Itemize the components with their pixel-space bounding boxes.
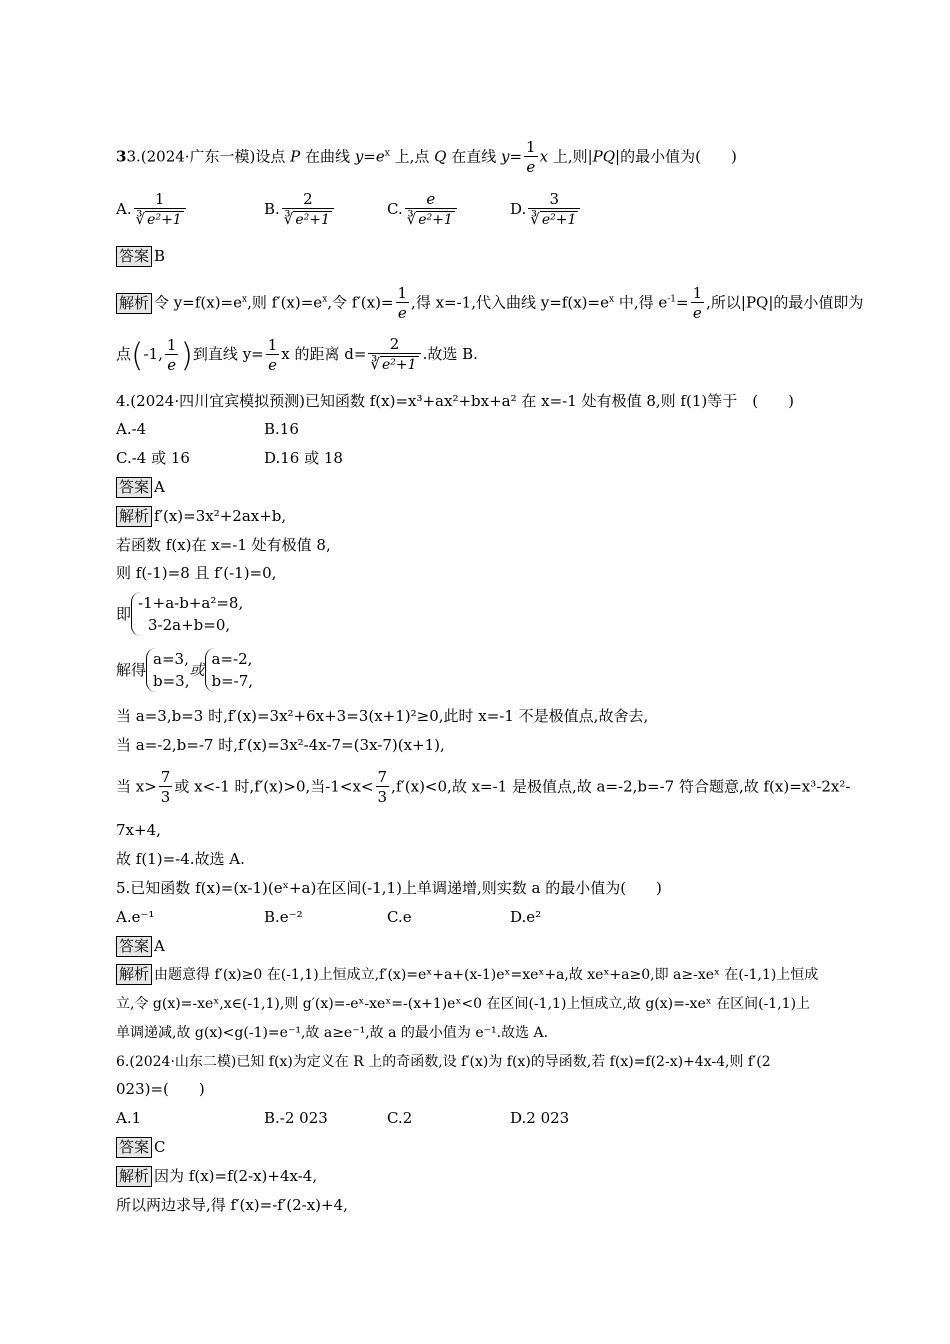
analysis-tag: 解析 xyxy=(116,964,152,985)
frac-num: 1 xyxy=(526,138,536,156)
brace-system xyxy=(131,592,243,636)
q4-option-c: C.-4 或 16 xyxy=(116,449,190,467)
q3-frac-1-e xyxy=(524,138,538,177)
q4-l6b: 或 x<-1 时,f′(x)>0,当-1<x< xyxy=(174,777,374,796)
q4-analysis-line6 xyxy=(116,768,850,807)
q3-b5: .故选 B. xyxy=(422,345,478,363)
frac-num: 3 xyxy=(549,190,560,208)
frac-num: 7 xyxy=(160,768,171,786)
frac-den: e xyxy=(266,354,280,375)
q3-b3: 到直线 y= xyxy=(192,345,264,363)
q3-frac xyxy=(691,284,705,323)
q4-system-1 xyxy=(116,592,243,636)
q3-stem-f: |的最小值为( ) xyxy=(615,147,737,166)
q3-stem-b: 在曲线 xyxy=(300,147,355,166)
q6-option-a: A.1 xyxy=(116,1109,142,1127)
q4-system-2 xyxy=(116,648,253,692)
cube-root: ∛ e²+1 xyxy=(283,210,330,228)
frac-num: e xyxy=(426,190,436,208)
q5-l1: 由题意得 f′(x)≥0 在(-1,1)上恒成立,f′(x)=eˣ+a+(x-1)eˣ=xeˣ+a,故 xeˣ+a≥0,即 a≥-xeˣ 在(-1,1)上恒成 xyxy=(154,967,819,983)
q4-analysis-line3: 则 f(-1)=8 且 f′(-1)=0, xyxy=(116,564,277,582)
q3-line-y: y= xyxy=(500,147,523,166)
q4-l1: f′(x)=3x²+2ax+b, xyxy=(154,507,287,525)
q5-option-c: C.e xyxy=(387,908,412,926)
q3-a4: ,得 x=-1,代入曲线 y=f(x)=e xyxy=(411,293,609,312)
analysis-tag: 解析 xyxy=(116,506,152,527)
q3-b1: 点 xyxy=(116,345,132,363)
q6-stem-line1: 6.(2024·山东二模)已知 f(x)为定义在 R 上的奇函数,设 f′(x)为 f(x)的导函数,若 f(x)=f(2-x)+4x-4,则 f′(2 xyxy=(116,1054,771,1070)
frac-den xyxy=(134,208,186,230)
q3-curve: y=e xyxy=(354,147,385,166)
q3-a1: 令 y=f(x)=e xyxy=(154,293,242,312)
q6-analysis-line1 xyxy=(116,1165,317,1187)
brace-system xyxy=(146,648,189,692)
cube-root: ∛ e²+1 xyxy=(530,210,577,228)
q6-answer xyxy=(116,1136,166,1158)
frac-num: 1 xyxy=(267,335,278,354)
system-eq-1: -1+a-b+a²=8, xyxy=(138,594,244,612)
system-eq-2: b=-7, xyxy=(211,672,254,690)
cube-root: ∛ e²+1 xyxy=(406,210,453,228)
option-label: A. xyxy=(116,200,132,218)
frac-den: e xyxy=(691,302,705,323)
q6-option-d: D.2 023 xyxy=(510,1109,570,1127)
q4-analysis-line7: 7x+4, xyxy=(116,821,161,839)
q4-answer xyxy=(116,476,165,498)
exp: x xyxy=(608,294,615,305)
q3-point-q: Q xyxy=(434,147,447,166)
frac-den: e xyxy=(524,156,538,177)
answer-value: B xyxy=(154,247,166,265)
q3-stem-d: 在直线 xyxy=(446,147,501,166)
q3-analysis-line2 xyxy=(116,335,478,375)
q4-frac-7-3 xyxy=(376,768,390,807)
q3-option-b xyxy=(264,190,336,230)
option-fraction xyxy=(405,190,457,230)
radicand: e²+1 xyxy=(418,212,453,228)
q4-jiede: 解得 xyxy=(116,661,147,679)
q4-stem: 4.(2024·四川宜宾模拟预测)已知函数 f(x)=x³+ax²+bx+a² 在 x=-1 处有极值 8,则 f(1)等于 ( ) xyxy=(116,392,794,410)
exp: x xyxy=(322,294,328,305)
q4-ji: 即 xyxy=(116,605,132,623)
q6-stem-line2: 023)=( ) xyxy=(116,1080,205,1098)
q4-analysis-line1 xyxy=(116,505,286,527)
q5-analysis-line1 xyxy=(116,964,818,986)
q3-option-d xyxy=(510,190,582,230)
q5-analysis-line3: 单调递减,故 g(x)<g(-1)=e⁻¹,故 a≥e⁻¹,故 a 的最小值为 e⁻¹.故选 A. xyxy=(116,1025,549,1041)
brace-system xyxy=(205,648,254,692)
q3-frac xyxy=(165,336,179,375)
q5-answer xyxy=(116,935,165,957)
q3-analysis-line1 xyxy=(116,284,863,323)
frac-den xyxy=(282,208,334,230)
q3-b4: x 的距离 d= xyxy=(281,345,367,363)
radicand: e²+1 xyxy=(295,212,330,228)
q3-frac xyxy=(396,284,410,323)
right-paren: ) xyxy=(180,336,193,374)
cube-root: ∛ e²+1 xyxy=(370,355,417,373)
frac-num: 1 xyxy=(166,335,177,354)
q4-option-d: D.16 或 18 xyxy=(264,449,343,467)
analysis-tag: 解析 xyxy=(116,1166,152,1187)
q3-stem-a: 3.(2024·广东一模)设点 xyxy=(126,147,291,166)
q4-analysis-line5: 当 a=-2,b=-7 时,f′(x)=3x²-4x-7=(3x-7)(x+1), xyxy=(116,736,445,754)
option-fraction xyxy=(528,190,580,230)
q3-stem-e: 上,则| xyxy=(548,147,593,166)
q3-a6: = xyxy=(676,293,689,312)
q5-analysis-line2: 立,令 g(x)=-xeˣ,x∈(-1,1),则 g′(x)=-eˣ-xeˣ=-(x+1)eˣ<0 在区间(-1,1)上恒成立,故 g(x)=-xeˣ 在区间(-1,1)上 xyxy=(116,996,811,1012)
frac-den: e xyxy=(396,302,410,323)
radicand: e²+1 xyxy=(382,357,417,373)
q5-option-a: A.e⁻¹ xyxy=(116,908,155,926)
answer-value: A xyxy=(154,937,165,955)
frac-den xyxy=(405,208,457,230)
radicand: e²+1 xyxy=(147,212,182,228)
frac-num: 2 xyxy=(389,335,400,353)
q3-a5: 中,得 e xyxy=(614,293,668,312)
q4-analysis-line4: 当 a=3,b=3 时,f′(x)=3x²+6x+3=3(x+1)²≥0,此时 x=-1 不是极值点,故舍去, xyxy=(116,707,649,725)
q3-option-c xyxy=(387,190,459,230)
exp: -1 xyxy=(667,294,677,305)
frac-num: 1 xyxy=(397,284,408,302)
frac-den: e xyxy=(165,354,179,375)
answer-tag: 答案 xyxy=(116,246,152,267)
option-label: B. xyxy=(264,200,280,218)
q3-a3: ,令 f′(x)= xyxy=(327,293,394,312)
q3-stem: 33.(2024·广东一模)设点 P 在曲线 $y=e^x$ 上,点 Q 在直线 y= $\frac{1}{e}$ x 上,则|PQ|的最小值为( ) xyxy=(116,138,737,176)
system-eq-1: a=-2, xyxy=(211,650,253,668)
frac-num: 7 xyxy=(377,768,388,786)
radicand: e²+1 xyxy=(541,212,577,228)
cube-root: ∛ e²+1 xyxy=(135,210,182,228)
frac-den xyxy=(368,353,420,375)
system-eq-2: 3-2a+b=0, xyxy=(148,616,231,634)
left-paren: ( xyxy=(131,336,144,374)
q3-pq: PQ xyxy=(592,147,616,166)
option-label: D. xyxy=(510,200,527,218)
q5-option-d: D.e² xyxy=(510,908,542,926)
system-eq-1: a=3, xyxy=(153,650,189,668)
q4-analysis-line2: 若函数 f(x)在 x=-1 处有极值 8, xyxy=(116,536,331,554)
q4-analysis-line8: 故 f(1)=-4.故选 A. xyxy=(116,850,245,868)
frac-den xyxy=(528,208,580,230)
q3-frac-distance xyxy=(368,335,420,375)
system-eq-2: b=3, xyxy=(153,672,190,690)
frac-num: 1 xyxy=(692,284,703,302)
q4-frac-7-3 xyxy=(159,768,173,807)
q3-a7: ,所以|PQ|的最小值即为 xyxy=(706,293,864,312)
option-fraction xyxy=(282,190,334,230)
q4-huo: 或 xyxy=(189,661,205,679)
answer-tag: 答案 xyxy=(116,1137,152,1158)
frac-den: 3 xyxy=(160,788,171,806)
q3-curve-exp: x xyxy=(384,148,390,159)
q4-l6a: 当 x> xyxy=(116,777,157,796)
option-fraction xyxy=(134,190,186,230)
q3-option-a xyxy=(116,190,188,230)
q4-l6c: ,f′(x)<0,故 x=-1 是极值点,故 a=-2,b=-7 符合题意,故 f(x)=x³-2x²- xyxy=(391,777,851,796)
q6-option-c: C.2 xyxy=(387,1109,413,1127)
q4-option-b: B.16 xyxy=(264,420,299,438)
option-label: C. xyxy=(387,200,403,218)
q3-line-x: x xyxy=(539,147,549,166)
answer-value: A xyxy=(154,478,165,496)
frac-den: 3 xyxy=(377,788,388,806)
analysis-tag: 解析 xyxy=(116,293,152,314)
q6-l1: 因为 f(x)=f(2-x)+4x-4, xyxy=(154,1167,318,1185)
frac-num: 1 xyxy=(154,190,165,208)
q6-option-b: B.-2 023 xyxy=(264,1109,328,1127)
q3-a2: ,则 f′(x)=e xyxy=(247,293,323,312)
answer-value: C xyxy=(154,1138,166,1156)
answer-tag: 答案 xyxy=(116,936,152,957)
q4-option-a: A.-4 xyxy=(116,420,147,438)
q3-point-p: P xyxy=(290,147,301,166)
q3-answer xyxy=(116,245,165,267)
q3-stem-c: 上,点 xyxy=(389,147,435,166)
answer-tag: 答案 xyxy=(116,477,152,498)
q3-b2: -1, xyxy=(143,345,163,363)
frac-num: 2 xyxy=(303,190,313,208)
q5-stem: 5.已知函数 f(x)=(x-1)(eˣ+a)在区间(-1,1)上单调递增,则实数 a 的最小值为( ) xyxy=(116,879,662,897)
q3-frac xyxy=(266,336,280,375)
exp: x xyxy=(242,294,248,305)
q5-option-b: B.e⁻² xyxy=(264,908,303,926)
q6-analysis-line2: 所以两边求导,得 f′(x)=-f′(2-x)+4, xyxy=(116,1196,348,1214)
